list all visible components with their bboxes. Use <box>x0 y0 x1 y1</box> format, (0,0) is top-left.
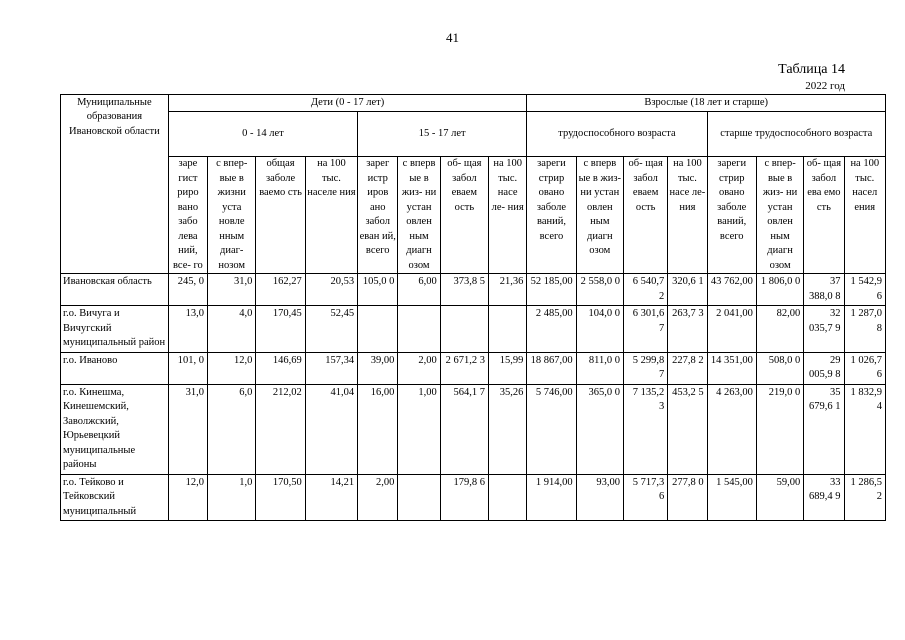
column-header: об- щая забол еваем ость <box>623 157 667 274</box>
table-cell: 16,00 <box>358 384 398 474</box>
table-cell <box>398 306 440 352</box>
table-cell <box>489 474 527 520</box>
table-cell: 82,00 <box>756 306 803 352</box>
table-title: Таблица 14 <box>778 62 845 77</box>
table-cell: 227,8 2 <box>668 352 707 384</box>
table-cell: 29 005,9 8 <box>804 352 844 384</box>
table-cell: 35,26 <box>489 384 527 474</box>
header-adults: Взрослые (18 лет и старше) <box>527 95 886 112</box>
page-number: 41 <box>446 30 459 45</box>
row-municipality-name: Ивановская область <box>61 274 169 306</box>
table-cell: 263,7 3 <box>668 306 707 352</box>
table-cell: 564,1 7 <box>440 384 488 474</box>
table-cell: 179,8 6 <box>440 474 488 520</box>
table-cell: 31,0 <box>208 274 256 306</box>
table-cell: 20,53 <box>305 274 357 306</box>
table-cell: 508,0 0 <box>756 352 803 384</box>
table-cell: 365,0 0 <box>576 384 623 474</box>
header-children: Дети (0 - 17 лет) <box>168 95 527 112</box>
table-cell: 1 026,7 6 <box>844 352 885 384</box>
column-header: зарег истр иров ано забол еван ий, всего <box>358 157 398 274</box>
row-municipality-name: г.о. Кинешма, Кинешемский, Заволжский, Юрьевецкий муниципальные районы <box>61 384 169 474</box>
table-cell: 4,0 <box>208 306 256 352</box>
table-cell: 37 388,0 8 <box>804 274 844 306</box>
table-year: 2022 год <box>805 80 845 92</box>
table-cell: 7 135,2 3 <box>623 384 667 474</box>
column-header: с вперв ые в жиз- ни устан овлен ным диагн озом <box>398 157 440 274</box>
column-header: с впер- вые в жизни уста новле нным диаг- нозом <box>208 157 256 274</box>
table-cell <box>398 474 440 520</box>
column-header: зареги стрир овано заболе ваний, всего <box>707 157 756 274</box>
table-cell: 170,50 <box>256 474 305 520</box>
column-header: с впер- вые в жиз- ни устан овлен ным диагн озом <box>756 157 803 274</box>
table-cell: 2,00 <box>358 474 398 520</box>
table-cell: 59,00 <box>756 474 803 520</box>
column-header: об- щая забол ева емо сть <box>804 157 844 274</box>
table-cell: 245, 0 <box>168 274 207 306</box>
table-cell: 1 545,00 <box>707 474 756 520</box>
header-older-working-age: старше трудоспособного возраста <box>707 112 885 157</box>
column-header: на 100 тыс. насел ения <box>844 157 885 274</box>
table-cell: 2,00 <box>398 352 440 384</box>
column-header: общая заболе ваемо сть <box>256 157 305 274</box>
table-cell: 1 914,00 <box>527 474 576 520</box>
table-cell: 146,69 <box>256 352 305 384</box>
table-cell: 1,00 <box>398 384 440 474</box>
table-cell: 5 746,00 <box>527 384 576 474</box>
row-municipality-name: г.о. Иваново <box>61 352 169 384</box>
table-cell: 31,0 <box>168 384 207 474</box>
column-header: об- щая забол еваем ость <box>440 157 488 274</box>
table-cell: 2 671,2 3 <box>440 352 488 384</box>
table-cell: 811,0 0 <box>576 352 623 384</box>
statistics-table <box>60 94 886 521</box>
table-cell: 6 540,7 2 <box>623 274 667 306</box>
table-cell: 219,0 0 <box>756 384 803 474</box>
table-cell: 101, 0 <box>168 352 207 384</box>
table-row <box>61 306 886 352</box>
table-cell: 14 351,00 <box>707 352 756 384</box>
table-cell: 157,34 <box>305 352 357 384</box>
table-cell: 18 867,00 <box>527 352 576 384</box>
table-row <box>61 352 886 384</box>
table-cell: 2 485,00 <box>527 306 576 352</box>
table-cell: 43 762,00 <box>707 274 756 306</box>
table-cell: 170,45 <box>256 306 305 352</box>
table-cell: 35 679,6 1 <box>804 384 844 474</box>
table-row <box>61 474 886 520</box>
table-cell: 1 542,9 6 <box>844 274 885 306</box>
table-cell: 21,36 <box>489 274 527 306</box>
column-header: на 100 тыс. насе ле- ния <box>668 157 707 274</box>
table-cell: 2 558,0 0 <box>576 274 623 306</box>
table-cell: 12,0 <box>208 352 256 384</box>
row-municipality-name: г.о. Тейково и Тейковский муниципальный <box>61 474 169 520</box>
column-header: зареги стрир овано заболе ваний, всего <box>527 157 576 274</box>
table-cell: 105,0 0 <box>358 274 398 306</box>
table-cell: 39,00 <box>358 352 398 384</box>
column-header-row <box>61 157 886 274</box>
table-cell: 162,27 <box>256 274 305 306</box>
table-cell: 6,00 <box>398 274 440 306</box>
table-cell: 373,8 5 <box>440 274 488 306</box>
table-cell: 52,45 <box>305 306 357 352</box>
header-age-15-17: 15 - 17 лет <box>358 112 527 157</box>
table-cell: 52 185,00 <box>527 274 576 306</box>
table-cell <box>358 306 398 352</box>
table-cell: 12,0 <box>168 474 207 520</box>
table-row <box>61 274 886 306</box>
table-cell: 93,00 <box>576 474 623 520</box>
table-cell: 32 035,7 9 <box>804 306 844 352</box>
table-row <box>61 384 886 474</box>
table-cell: 453,2 5 <box>668 384 707 474</box>
table-cell: 5 717,3 6 <box>623 474 667 520</box>
column-header: на 100 тыс. насе ле- ния <box>489 157 527 274</box>
table-cell: 1,0 <box>208 474 256 520</box>
table-cell: 212,02 <box>256 384 305 474</box>
table-cell: 1 832,9 4 <box>844 384 885 474</box>
table-cell <box>440 306 488 352</box>
header-age-0-14: 0 - 14 лет <box>168 112 357 157</box>
table-cell: 15,99 <box>489 352 527 384</box>
table-cell: 1 287,0 8 <box>844 306 885 352</box>
column-header: на 100 тыс. населе ния <box>305 157 357 274</box>
table-cell: 6 301,6 7 <box>623 306 667 352</box>
column-header: заре гист риро вано забо лева ний, все- го <box>168 157 207 274</box>
header-working-age: трудоспособного возраста <box>527 112 707 157</box>
table-cell: 33 689,4 9 <box>804 474 844 520</box>
table-cell: 13,0 <box>168 306 207 352</box>
row-municipality-name: г.о. Вичуга и Вичугский муниципальный район <box>61 306 169 352</box>
table-cell: 6,0 <box>208 384 256 474</box>
table-cell: 1 806,0 0 <box>756 274 803 306</box>
header-municipal: Муниципальные образования Ивановской области <box>61 95 169 274</box>
header-row-2 <box>61 112 886 157</box>
table-cell: 5 299,8 7 <box>623 352 667 384</box>
table-cell: 1 286,5 2 <box>844 474 885 520</box>
table-cell: 14,21 <box>305 474 357 520</box>
table-cell: 41,04 <box>305 384 357 474</box>
column-header: с вперв ые в жиз- ни устан овлен ным диагн озом <box>576 157 623 274</box>
header-row-1 <box>61 95 886 112</box>
table-cell <box>489 306 527 352</box>
table-cell: 2 041,00 <box>707 306 756 352</box>
table-cell: 320,6 1 <box>668 274 707 306</box>
table-cell: 277,8 0 <box>668 474 707 520</box>
table-cell: 4 263,00 <box>707 384 756 474</box>
table-cell: 104,0 0 <box>576 306 623 352</box>
